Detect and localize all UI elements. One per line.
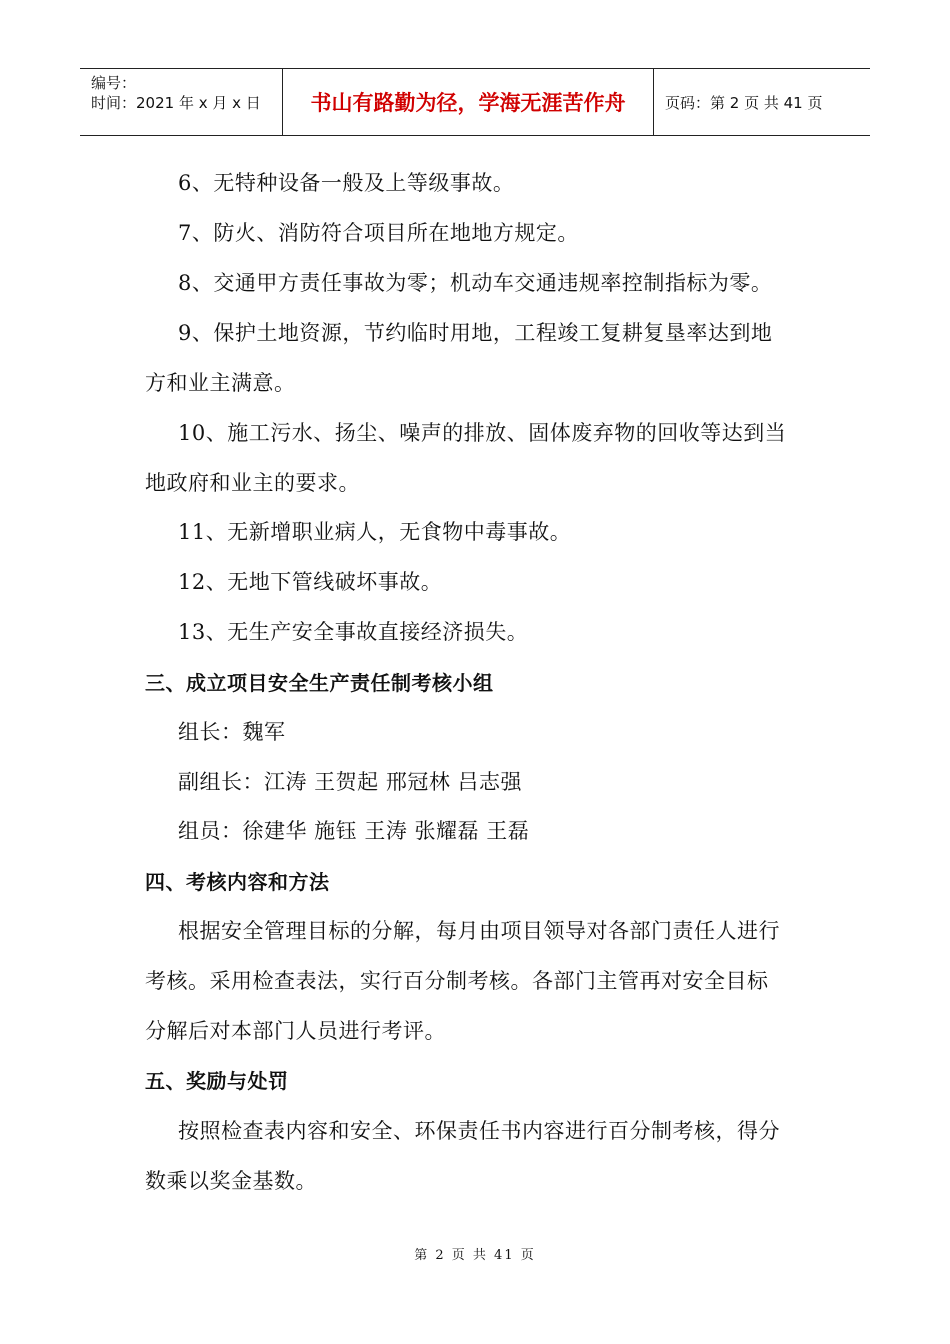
header-motto: 书山有路勤为径，学海无涯苦作舟	[282, 69, 654, 135]
paragraph-line: 9、保护土地资源，节约临时用地，工程竣工复耕复垦率达到地	[178, 321, 773, 345]
document-header	[80, 68, 870, 136]
document-date: 时间：2021 年 x 月 x 日	[91, 94, 261, 112]
paragraph-line: 数乘以奖金基数。	[145, 1169, 317, 1193]
paragraph-line: 地政府和业主的要求。	[145, 471, 360, 495]
section-heading: 四、考核内容和方法	[145, 870, 330, 894]
paragraph-line: 组员：徐建华 施钰 王涛 张耀磊 王磊	[178, 819, 530, 843]
paragraph-line: 副组长：江涛 王贺起 邢冠林 吕志强	[178, 770, 523, 794]
paragraph-line: 7、防火、消防符合项目所在地地方规定。	[178, 221, 579, 245]
paragraph-line: 8、交通甲方责任事故为零；机动车交通违规率控制指标为零。	[178, 271, 773, 295]
paragraph-line: 13、无生产安全事故直接经济损失。	[178, 620, 529, 644]
paragraph-line: 方和业主满意。	[145, 371, 296, 395]
paragraph-line: 根据安全管理目标的分解，每月由项目领导对各部门责任人进行	[178, 919, 780, 943]
paragraph-line: 11、无新增职业病人，无食物中毒事故。	[178, 520, 572, 544]
section-heading: 三、成立项目安全生产责任制考核小组	[145, 671, 494, 695]
document-number: 编号：	[91, 74, 137, 92]
page-footer: 第 2 页 共 41 页	[414, 1248, 536, 1263]
header-meta	[80, 69, 282, 135]
paragraph-line: 按照检查表内容和安全、环保责任书内容进行百分制考核，得分	[178, 1119, 780, 1143]
paragraph-line: 6、无特种设备一般及上等级事故。	[178, 171, 515, 195]
paragraph-line: 组长：魏军	[178, 720, 286, 744]
paragraph-line: 10、施工污水、扬尘、噪声的排放、固体废弃物的回收等达到当	[178, 421, 787, 445]
header-page-code: 页码：第 2 页 共 41 页	[665, 93, 823, 112]
section-heading: 五、奖励与处罚	[145, 1069, 289, 1093]
paragraph-line: 12、无地下管线破坏事故。	[178, 570, 443, 594]
paragraph-line: 分解后对本部门人员进行考评。	[145, 1019, 446, 1043]
paragraph-line: 考核。采用检查表法，实行百分制考核。各部门主管再对安全目标	[145, 969, 769, 993]
